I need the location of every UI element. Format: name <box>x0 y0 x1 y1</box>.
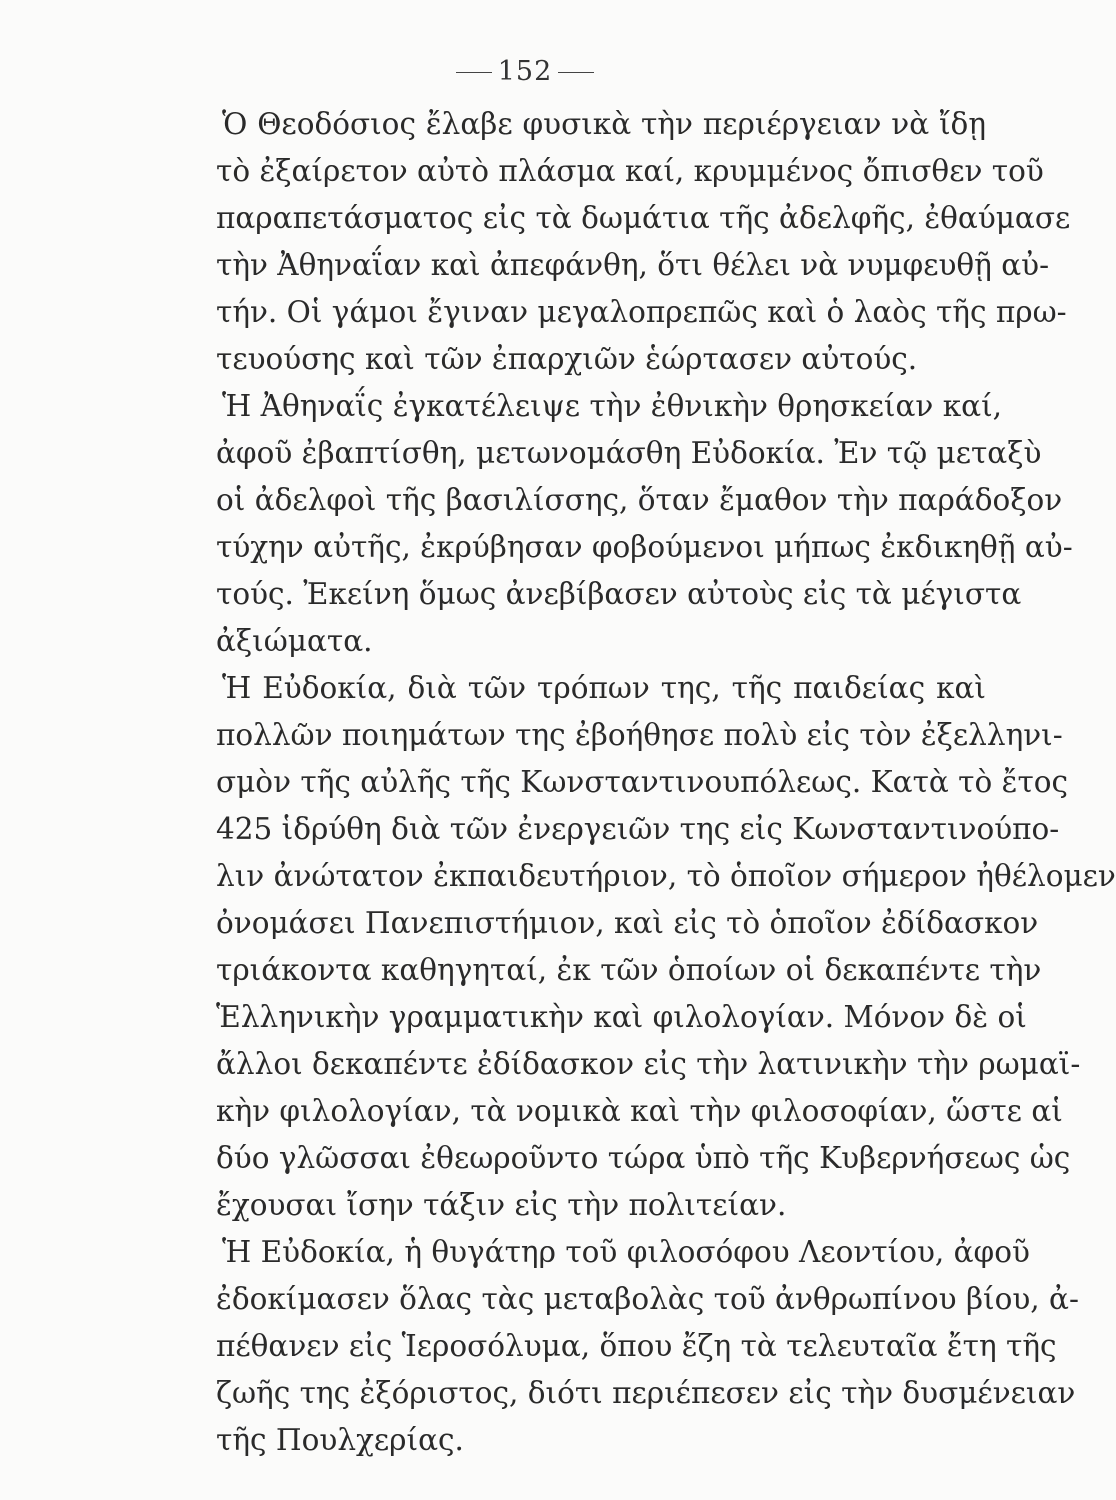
text-line: οἱ ἀδελφοὶ τῆς βασιλίσσης, ὅταν ἔμαθον τὴν παράδοξον <box>216 483 1063 517</box>
paragraph <box>216 383 1073 665</box>
paragraph <box>216 101 1071 383</box>
text-line: τὸ ἐξαίρετον αὐτὸ πλάσμα καί, κρυμμένος ὄπισθεν τοῦ <box>216 154 1044 188</box>
text-line: πολλῶν ποιημάτων της ἐβοήθησε πολὺ εἰς τὸν ἐξελληνι- <box>216 718 1063 752</box>
text-line: τῆς Πουλχερίας. <box>216 1423 464 1457</box>
header-dash-left <box>456 72 492 73</box>
text-line: λιν ἀνώτατον ἐκπαιδευτήριον, τὸ ὁποῖον σήμερον ἠθέλομεν <box>216 859 1116 893</box>
text-line: ἐδοκίμασεν ὅλας τὰς μεταβολὰς τοῦ ἀνθρωπίνου βίου, ἀ- <box>216 1282 1079 1316</box>
text-line: Ἑλληνικὴν γραμματικὴν καὶ φιλολογίαν. Μόνον δὲ οἱ <box>216 1000 1027 1034</box>
text-line: Ἡ Εὐδοκία, διὰ τῶν τρόπων της, τῆς παιδείας καὶ <box>222 671 986 705</box>
text-line: ἄλλοι δεκαπέντε ἐδίδασκον εἰς τὴν λατινικὴν τὴν ρωμαϊ- <box>216 1047 1081 1081</box>
page-number: 152 <box>497 56 553 87</box>
text-line: ὀνομάσει Πανεπιστήμιον, καὶ εἰς τὸ ὁποῖον ἐδίδασκον <box>216 906 1039 940</box>
text-line: τὴν Ἀθηναΐαν καὶ ἀπεφάνθη, ὅτι θέλει νὰ νυμφευθῇ αὐ- <box>216 248 1050 282</box>
text-line: τύχην αὐτῆς, ἐκρύβησαν φοβούμενοι μήπως ἐκδικηθῇ αὐ- <box>216 530 1073 564</box>
page-header <box>0 56 1050 87</box>
paragraph <box>216 665 1116 1229</box>
text-line: δύο γλῶσσαι ἐθεωροῦντο τώρα ὑπὸ τῆς Κυβερνήσεως ὡς <box>216 1141 1071 1175</box>
text-line: τήν. Οἱ γάμοι ἔγιναν μεγαλοπρεπῶς καὶ ὁ λαὸς τῆς πρω- <box>216 295 1067 329</box>
body-text <box>216 101 1116 1464</box>
text-line: παραπετάσματος εἰς τὰ δωμάτια τῆς ἀδελφῆς, ἐθαύμασε <box>216 201 1071 235</box>
header-dash-right <box>558 72 594 73</box>
text-line: ζωῆς της ἐξόριστος, διότι περιέπεσεν εἰς τὴν δυσμένειαν <box>216 1376 1076 1410</box>
text-line: πέθανεν εἰς Ἱεροσόλυμα, ὅπου ἔζη τὰ τελευταῖα ἔτη τῆς <box>216 1329 1057 1363</box>
text-line: Ἡ Ἀθηναΐς ἐγκατέλειψε τὴν ἐθνικὴν θρησκείαν καί, <box>222 389 1003 423</box>
text-line: τευούσης καὶ τῶν ἐπαρχιῶν ἑώρτασεν αὐτούς. <box>216 342 918 376</box>
text-line: τριάκοντα καθηγηταί, ἐκ τῶν ὁποίων οἱ δεκαπέντε τὴν <box>216 953 1042 987</box>
text-line: τούς. Ἐκείνη ὅμως ἀνεβίβασεν αὐτοὺς εἰς τὰ μέγιστα <box>216 577 1022 611</box>
text-line: 425 ἱδρύθη διὰ τῶν ἐνεργειῶν της εἰς Κωνσταντινούπο- <box>216 812 1060 846</box>
text-line: σμὸν τῆς αὐλῆς τῆς Κωνσταντινουπόλεως. Κατὰ τὸ ἔτος <box>216 765 1069 799</box>
text-line: Ἡ Εὐδοκία, ἡ θυγάτηρ τοῦ φιλοσόφου Λεοντίου, ἀφοῦ <box>222 1235 1030 1269</box>
text-line: ἔχουσαι ἴσην τάξιν εἰς τὴν πολιτείαν. <box>216 1188 787 1222</box>
text-line: ἀξιώματα. <box>216 624 373 658</box>
text-line: ἀφοῦ ἐβαπτίσθη, μετωνομάσθη Εὐδοκία. Ἐν τῷ μεταξὺ <box>216 436 1042 470</box>
paragraph <box>216 1229 1079 1464</box>
text-line: κὴν φιλολογίαν, τὰ νομικὰ καὶ τὴν φιλοσοφίαν, ὥστε αἱ <box>216 1094 1063 1128</box>
text-line: Ὁ Θεοδόσιος ἔλαβε φυσικὰ τὴν περιέργειαν νὰ ἴδῃ <box>222 107 986 141</box>
